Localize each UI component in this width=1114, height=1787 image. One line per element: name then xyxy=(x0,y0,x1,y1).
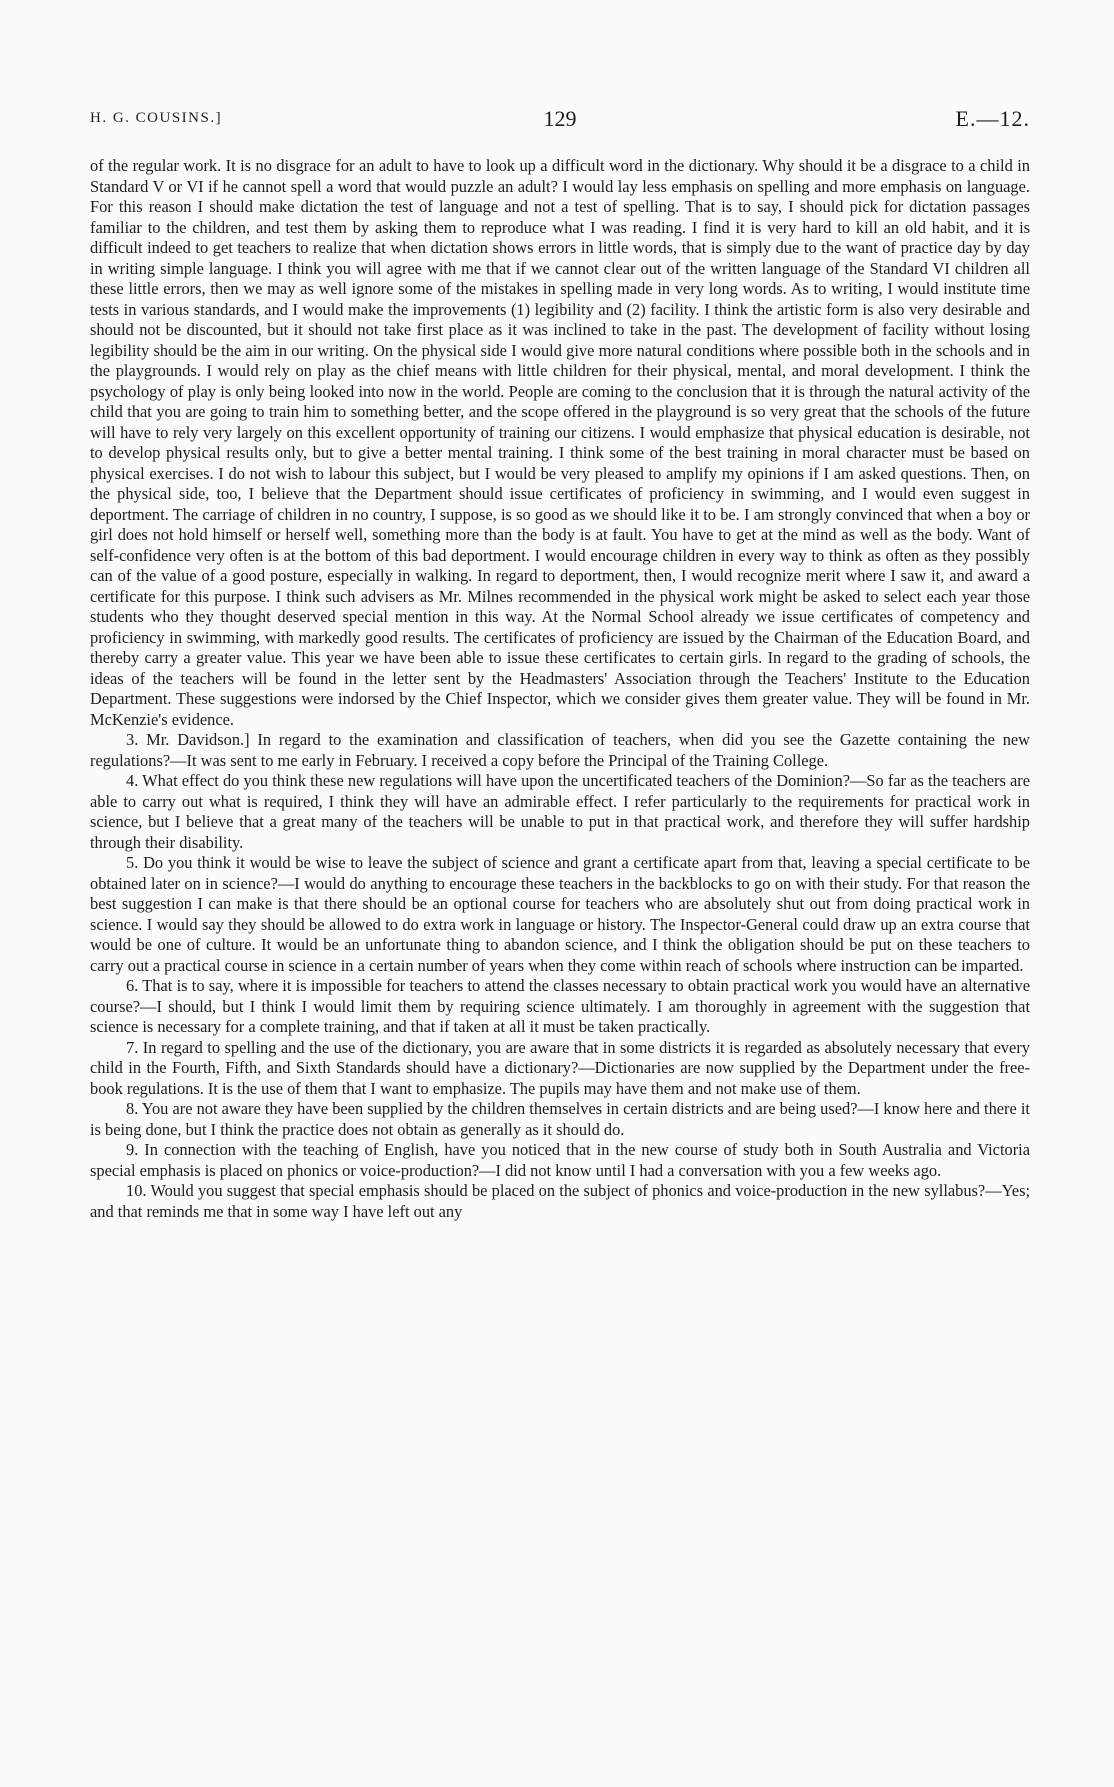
question-9 xyxy=(90,1140,1030,1181)
document-reference: E.—12. xyxy=(955,106,1030,131)
question-3 xyxy=(90,730,1030,771)
page-number: 129 xyxy=(543,106,577,131)
page-header xyxy=(90,106,1030,140)
question-7 xyxy=(90,1038,1030,1100)
question-6 xyxy=(90,976,1030,1038)
question-number: 6. xyxy=(126,976,139,995)
page-body xyxy=(90,156,1030,1222)
question-number: 5. xyxy=(126,853,139,872)
question-text: That is to say, where it is impossible for teachers to attend the classes necessary to obtain practical work you would have an alternative course?—I should, but I think I would limit them by requiring science ultimately. I am thoroughly in agreement with the suggestion that science is necessary for a complete training, and that if taken at all it must be taken practically. xyxy=(90,976,1030,1036)
paragraph-continuation xyxy=(90,156,1030,730)
question-text: In connection with the teaching of English, have you noticed that in the new course of study both in South Australia and Victoria special emphasis is placed on phonics or voice-production?—I did not know until I had a conversation with you a few weeks ago. xyxy=(90,1140,1030,1180)
question-number: 4. xyxy=(126,771,139,790)
question-number: 10. xyxy=(126,1181,147,1200)
question-5 xyxy=(90,853,1030,976)
question-text: What effect do you think these new regulations will have upon the uncertificated teachers of the Dominion?—So far as the teachers are able to carry out what is required, I think they will have an admirable effect. I refer particularly to the requirements for practical work in science, but I believe that a great many of the teachers will be unable to put in that practical work, and therefore they will suffer hardship through their disability. xyxy=(90,771,1030,852)
witness-name: H. G. COUSINS.] xyxy=(90,110,223,126)
question-text: Do you think it would be wise to leave the subject of science and grant a certificate apart from that, leaving a special certificate to be obtained later on in science?—I would do anything to encourage these teachers in the backblocks to go on with their study. For that reason the best suggestion I can make is that there should be an optional course for teachers who are absolutely shut out from doing practical work in science. I would say they should be allowed to do extra work in language or history. The Inspector-General could draw up an extra course that would be one of culture. It would be an unfortunate thing to abandon science, and I think the obligation should be put on these teachers to carry out a practical course in science in a certain number of years when they come within reach of schools where instruction can be imparted. xyxy=(90,853,1030,975)
question-10 xyxy=(90,1181,1030,1222)
question-number: 9. xyxy=(126,1140,139,1159)
question-number: 7. xyxy=(126,1037,139,1057)
question-text: You are not aware they have been supplied by the children themselves in certain districts and are being used?—I know here and there it is being done, but I think the practice does not obtain as generally as it should do. xyxy=(90,1099,1030,1139)
question-number: 8. xyxy=(126,1099,139,1118)
question-text: Would you suggest that special emphasis should be placed on the subject of phonics and voice-production in the new syllabus?—Yes; and that reminds me that in some way I have left out any xyxy=(90,1181,1031,1221)
question-8 xyxy=(90,1099,1030,1140)
question-4 xyxy=(90,771,1030,853)
paragraph-text: of the regular work. It is no disgrace for an adult to have to look up a difficult word in the dictionary. Why should it be a disgrace to a child in Standard V or VI if he cannot spell a word that would puzzle an adult? I would lay less emphasis on spelling and more emphasis on language. For this reason I should make dictation the test of language and not a test of spelling. That is to say, I should pick for dictation passages familiar to the children, and test them by asking them to reproduce what I was reading. I find it is very hard to kill an old habit, and it is difficult indeed to get teachers to realize that when dictation shows errors in little words, that is simply due to the want of practice day by day in writing simple language. I think you will agree with me that if we cannot clear out of the written language of the Standard VI children all these little errors, then we may as well ignore some of the mistakes in spelling made in very long words. As to writing, I would institute time tests in various standards, and I would make the improvements (1) legibility and (2) facility. I think the artistic form is also very desirable and should not be discounted, but it should not take first place as it was inclined to take in the past. The development of facility without losing legibility should be the aim in our writing. On the physical side I would give more natural conditions where possible both in the schools and in the playgrounds. I would rely on play as the chief means with little children for their physical, mental, and moral development. I think the psychology of play is only being looked into now in the world. People are coming to the conclusion that it is through the natural activity of the child that you are going to train him to something better, and the scope offered in the playground is so very great that the schools of the future will have to rely very largely on this excellent opportunity of training our citizens. I would emphasize that physical education is desirable, not to develop physical results only, but to give a better mental training. I think some of the best training in moral character must be based on physical exercises. I do not wish to labour this subject, but I would be very pleased to amplify my opinions if I am asked questions. Then, on the physical side, too, I believe that the Department should issue certificates of proficiency in swimming, and I would even suggest in deportment. The carriage of children in no country, I suppose, is so good as we should like it to be. I am strongly convinced that when a boy or girl does not hold himself or herself well, something more than the body is at fault. You have to get at the mind as well as the body. Want of self-confidence very often is at the bottom of this bad deportment. I would encourage children in every way to think as often as they possibly can of the value of a good posture, especially in walking. In regard to deportment, then, I would recognize merit where I saw it, and award a certificate for this purpose. I think such advisers as Mr. Milnes recommended in the physical work might be asked to select each year those students who they thought deserved special mention in this way. At the Normal School already we issue certificates of competency and proficiency in swimming, with markedly good results. The certificates of proficiency are issued by the Chairman of the Education Board, and thereby carry a greater value. This year we have been able to issue these certificates to certain girls. In regard to the grading of schools, the ideas of the teachers will be found in the letter sent by the Headmasters' Association through the Teachers' Institute to the Education Department. These suggestions were indorsed by the Chief Inspector, which we consider gives them greater value. They will be found in Mr. McKenzie's evidence. xyxy=(90,156,1030,729)
question-text: Mr. Davidson.] In regard to the examination and classification of teachers, when did you see the Gazette containing the new regulations?—It was sent to me early in February. I received a copy before the Principal of the Training College. xyxy=(90,730,1030,770)
question-number: 3. xyxy=(126,730,139,749)
question-text: In regard to spelling and the use of the dictionary, you are aware that in some districts it is regarded as absolutely necessary that every child in the Fourth, Fifth, and Sixth Standards should have a dictionary?—Dictionaries are now supplied by the Department under the free-book regulations. It is the use of them that I want to emphasize. The pupils may have them and not make use of them. xyxy=(90,1037,1030,1098)
